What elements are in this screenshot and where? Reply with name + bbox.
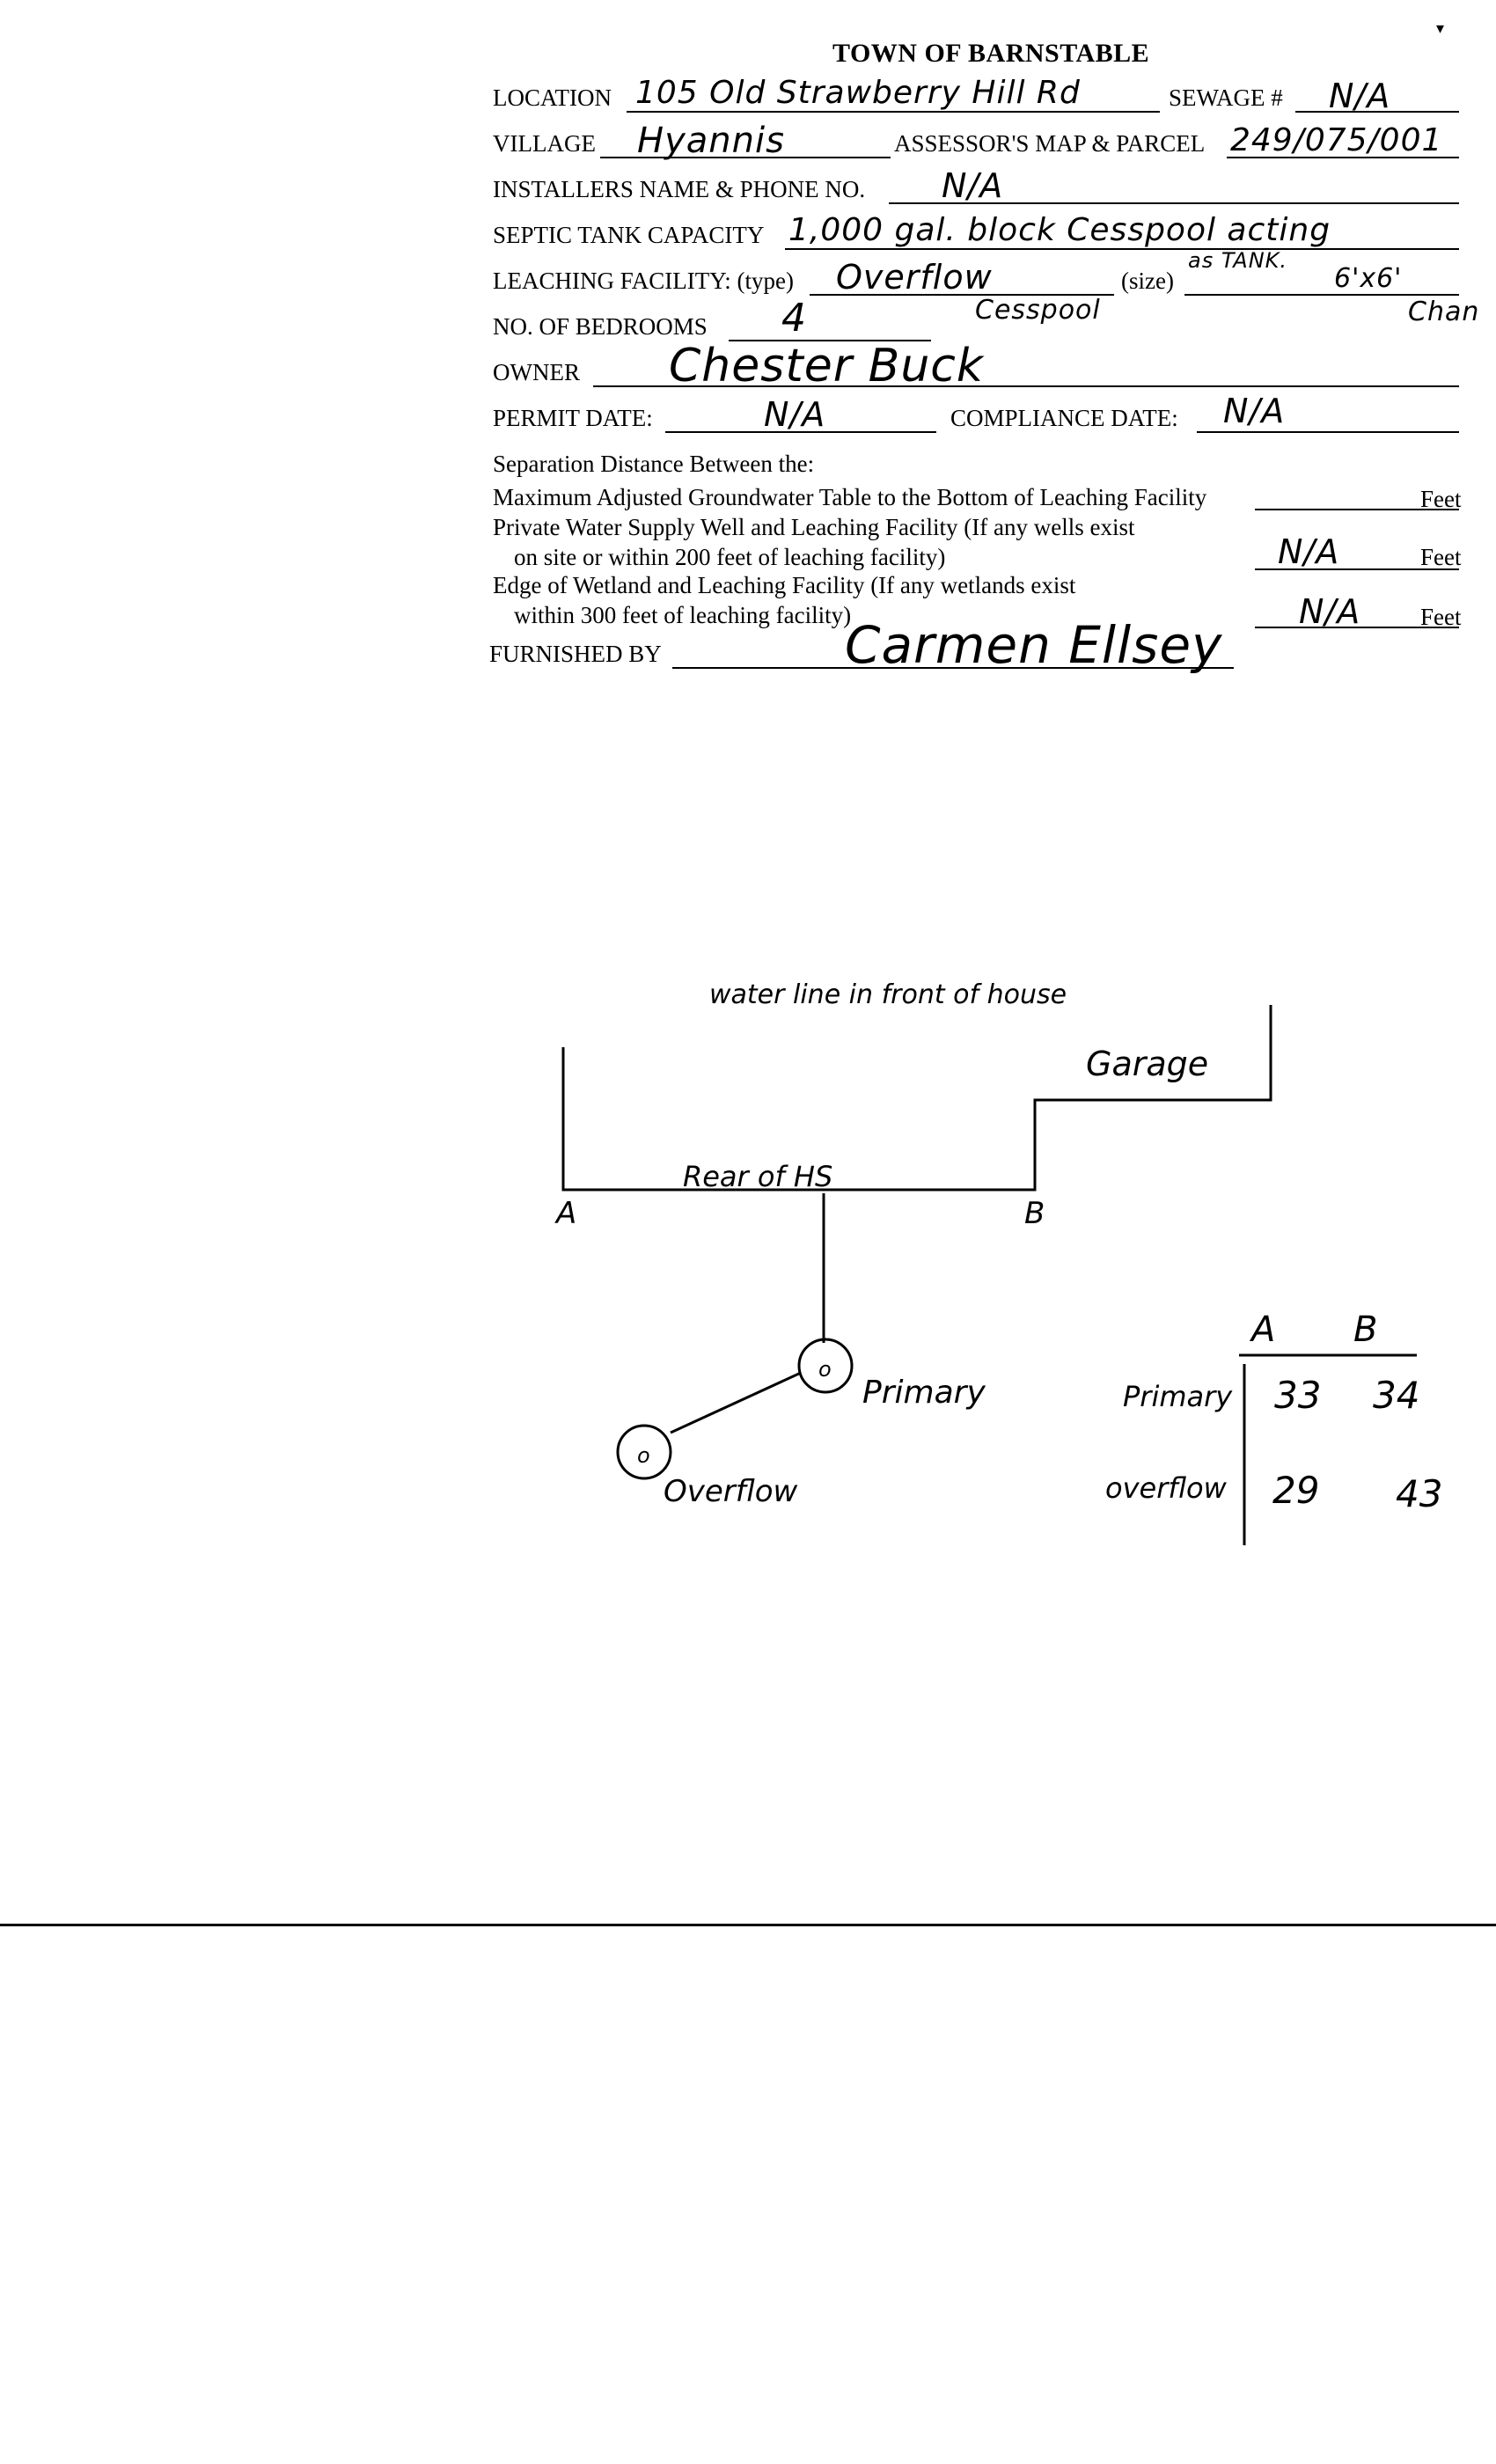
installer-label: INSTALLERS NAME & PHONE NO.	[493, 176, 866, 202]
primary-label: Primary	[862, 1375, 986, 1411]
house-outline	[563, 1005, 1271, 1190]
scan-mark: ▾	[1436, 19, 1445, 37]
bedrooms-label: NO. OF BEDROOMS	[493, 313, 708, 340]
overflow-pit-mark: o	[637, 1443, 650, 1468]
sep3-unit: Feet	[1420, 604, 1462, 630]
sewage-label: SEWAGE #	[1169, 84, 1283, 111]
compliance-value: N/A	[1223, 392, 1286, 430]
sewage-value: N/A	[1329, 77, 1391, 115]
sep2-text-a: Private Water Supply Well and Leaching Facility (If any wells exist	[493, 514, 1135, 540]
septic-label: SEPTIC TANK CAPACITY	[493, 222, 765, 248]
page-bottom-rule	[0, 1924, 1496, 1926]
table-row-label: Primary	[1123, 1380, 1233, 1413]
owner-label: OWNER	[493, 359, 580, 385]
furnished-label: FURNISHED BY	[489, 641, 662, 667]
primary-pit-mark: o	[818, 1357, 832, 1382]
table-col-a: A	[1251, 1309, 1276, 1350]
point-a-label: A	[556, 1196, 577, 1231]
location-value: 105 Old Strawberry Hill Rd	[635, 75, 1081, 111]
form-title: TOWN OF BARNSTABLE	[832, 39, 1150, 68]
sep2-unit: Feet	[1420, 544, 1462, 570]
compliance-label: COMPLIANCE DATE:	[950, 405, 1178, 431]
permit-value: N/A	[764, 395, 826, 434]
village-value: Hyannis	[637, 121, 785, 161]
table-col-b: B	[1353, 1309, 1378, 1350]
sep2-value: N/A	[1278, 532, 1340, 571]
table-cell-a: 33	[1274, 1374, 1322, 1417]
point-b-label: B	[1024, 1196, 1045, 1231]
leaching-size-label: (size)	[1121, 268, 1174, 294]
assessor-value: 249/075/001	[1230, 122, 1443, 158]
owner-value: Chester Buck	[669, 340, 984, 392]
leaching-type-value: Overflow	[836, 258, 993, 297]
septic-note: as TANK.	[1188, 248, 1288, 273]
sep2-text-b: on site or within 200 feet of leaching facility)	[514, 544, 946, 570]
table-cell-a: 29	[1272, 1469, 1320, 1512]
sep3-text-b: within 300 feet of leaching facility)	[514, 602, 852, 628]
permit-label: PERMIT DATE:	[493, 405, 653, 431]
rear-of-house-label: Rear of HS	[683, 1160, 833, 1193]
village-label: VILLAGE	[493, 130, 596, 157]
garage-label: Garage	[1086, 1045, 1209, 1083]
leaching-type-note: Cesspool	[975, 295, 1101, 326]
bedrooms-value: 4	[781, 296, 807, 341]
sep1-unit: Feet	[1420, 486, 1462, 512]
septic-value: 1,000 gal. block Cesspool acting	[788, 212, 1331, 248]
location-label: LOCATION	[493, 84, 612, 111]
leaching-size-note: Chan	[1408, 297, 1480, 327]
pipe-primary-to-overflow	[671, 1373, 801, 1433]
table-cell-b: 43	[1396, 1472, 1443, 1515]
installer-value: N/A	[942, 166, 1004, 205]
leaching-type-label: LEACHING FACILITY: (type)	[493, 268, 794, 294]
furnished-signature: Carmen Ellsey	[845, 615, 1223, 675]
separation-heading: Separation Distance Between the:	[493, 451, 815, 477]
sep3-text-a: Edge of Wetland and Leaching Facility (If any wetlands exist	[493, 572, 1076, 598]
sep3-value: N/A	[1299, 592, 1361, 631]
sep1-text: Maximum Adjusted Groundwater Table to the Bottom of Leaching Facility	[493, 484, 1207, 510]
table-cell-b: 34	[1373, 1374, 1420, 1417]
leaching-size-value: 6'x6'	[1334, 263, 1403, 294]
table-row-label: overflow	[1105, 1471, 1227, 1505]
assessor-label: ASSESSOR'S MAP & PARCEL	[894, 130, 1206, 157]
water-line-label: water line in front of house	[709, 979, 1067, 1010]
overflow-label: Overflow	[664, 1474, 798, 1509]
